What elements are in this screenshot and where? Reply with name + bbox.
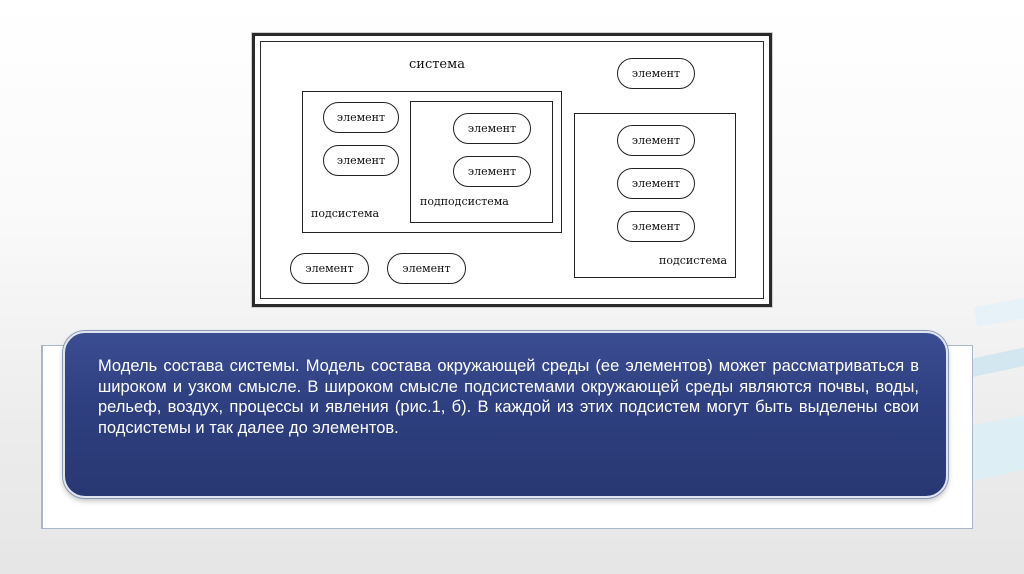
subsubsystem-label: подподсистема — [420, 195, 509, 208]
subsystem-left-label: подсистема — [311, 207, 380, 220]
element-node: элемент — [323, 102, 399, 133]
panel-paragraph: Модель состава системы. Модель состава окружающей среды (ее элементов) может рассматриваться в широком и узком смысле. В широком смысле подсистемами окружающей среды являются почвы, воды, рельеф, воздух, процессы и явления (рис.1, б). В каждой из этих подсистем могут быть выделены свои подсистемы и так далее до элементов. — [98, 357, 919, 437]
element-node: элемент — [387, 253, 466, 284]
subsystem-left — [302, 91, 562, 233]
element-node: элемент — [617, 125, 695, 156]
system-label: система — [409, 57, 465, 72]
element-node: элемент — [617, 168, 695, 199]
element-node: элемент — [617, 211, 695, 242]
system-diagram — [252, 33, 772, 307]
element-node: элемент — [323, 145, 399, 176]
element-node: элемент — [617, 58, 695, 89]
background-decor-stripe — [974, 293, 1024, 327]
element-node: элемент — [453, 156, 531, 187]
subsubsystem — [410, 101, 553, 223]
element-node: элемент — [453, 113, 531, 144]
subsystem-right — [574, 113, 736, 278]
element-node: элемент — [290, 253, 369, 284]
text-panel — [63, 331, 948, 498]
subsystem-right-label: подсистема — [659, 254, 728, 267]
system-boundary — [260, 41, 764, 299]
